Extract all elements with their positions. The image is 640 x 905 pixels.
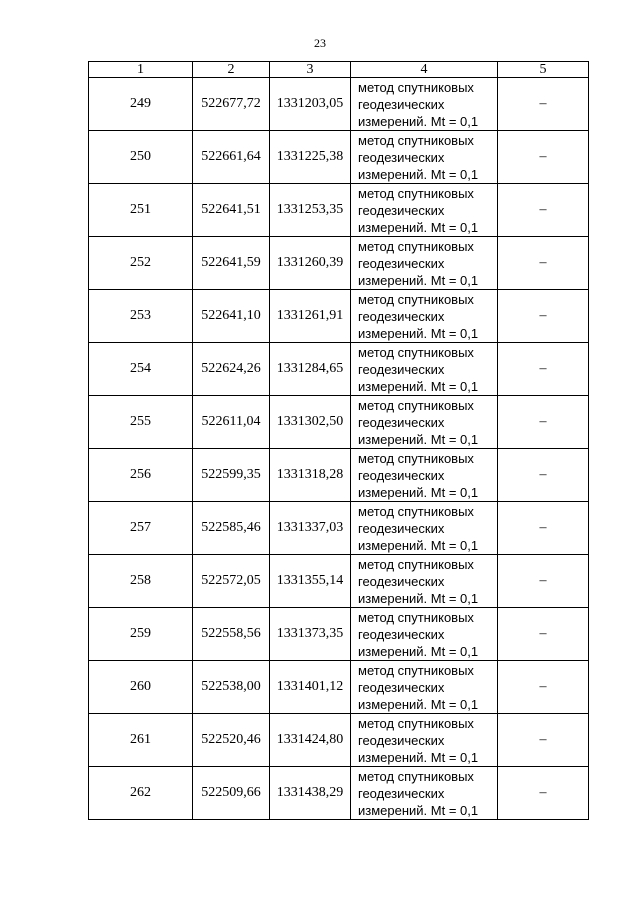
method-cell xyxy=(351,449,498,502)
note-cell: – xyxy=(498,767,589,820)
method-text-line: геодезических xyxy=(358,520,445,536)
table-row xyxy=(89,290,589,343)
method-text-line: геодезических xyxy=(358,467,445,483)
method-text-line: геодезических xyxy=(358,96,445,112)
method-cell xyxy=(351,396,498,449)
method-text-line: метод спутниковых xyxy=(358,79,474,95)
note-cell: – xyxy=(498,661,589,714)
method-text-line: измерений. Mt = 0,1 xyxy=(358,431,479,447)
method-text-line: геодезических xyxy=(358,361,445,377)
method-text-line: метод спутниковых xyxy=(358,609,474,625)
method-text-line: метод спутниковых xyxy=(358,556,474,572)
y-coordinate-cell: 1331424,80 xyxy=(270,714,351,767)
note-cell: – xyxy=(498,502,589,555)
method-text-line: измерений. Mt = 0,1 xyxy=(358,272,479,288)
method-text-line: измерений. Mt = 0,1 xyxy=(358,696,479,712)
x-coordinate-cell: 522558,56 xyxy=(193,608,270,661)
note-cell: – xyxy=(498,184,589,237)
column-header-3: 3 xyxy=(270,62,351,78)
method-text-line: метод спутниковых xyxy=(358,450,474,466)
note-cell: – xyxy=(498,237,589,290)
point-number-cell: 258 xyxy=(89,555,193,608)
method-text-line: измерений. Mt = 0,1 xyxy=(358,378,479,394)
y-coordinate-cell: 1331203,05 xyxy=(270,78,351,131)
note-cell: – xyxy=(498,555,589,608)
point-number-cell: 254 xyxy=(89,343,193,396)
table-header-row xyxy=(89,62,589,78)
table-body xyxy=(89,78,589,820)
x-coordinate-cell: 522677,72 xyxy=(193,78,270,131)
method-text-line: метод спутниковых xyxy=(358,768,474,784)
y-coordinate-cell: 1331253,35 xyxy=(270,184,351,237)
method-text-line: измерений. Mt = 0,1 xyxy=(358,325,479,341)
method-text-line: измерений. Mt = 0,1 xyxy=(358,749,479,765)
point-number-cell: 249 xyxy=(89,78,193,131)
x-coordinate-cell: 522509,66 xyxy=(193,767,270,820)
note-cell: – xyxy=(498,396,589,449)
point-number-cell: 252 xyxy=(89,237,193,290)
method-text-line: геодезических xyxy=(358,573,445,589)
note-cell: – xyxy=(498,608,589,661)
y-coordinate-cell: 1331261,91 xyxy=(270,290,351,343)
method-text-line: метод спутниковых xyxy=(358,715,474,731)
method-text-line: метод спутниковых xyxy=(358,344,474,360)
point-number-cell: 255 xyxy=(89,396,193,449)
table-row xyxy=(89,78,589,131)
method-cell xyxy=(351,714,498,767)
method-cell xyxy=(351,661,498,714)
y-coordinate-cell: 1331284,65 xyxy=(270,343,351,396)
method-text-line: метод спутниковых xyxy=(358,291,474,307)
point-number-cell: 257 xyxy=(89,502,193,555)
point-number-cell: 259 xyxy=(89,608,193,661)
method-cell xyxy=(351,343,498,396)
x-coordinate-cell: 522641,10 xyxy=(193,290,270,343)
x-coordinate-cell: 522611,04 xyxy=(193,396,270,449)
method-cell xyxy=(351,502,498,555)
method-text-line: геодезических xyxy=(358,626,445,642)
note-cell: – xyxy=(498,449,589,502)
method-cell xyxy=(351,290,498,343)
table-row xyxy=(89,661,589,714)
table-row xyxy=(89,131,589,184)
method-text-line: измерений. Mt = 0,1 xyxy=(358,537,479,553)
method-text-line: геодезических xyxy=(358,679,445,695)
method-cell xyxy=(351,767,498,820)
note-cell: – xyxy=(498,714,589,767)
y-coordinate-cell: 1331225,38 xyxy=(270,131,351,184)
method-text-line: геодезических xyxy=(358,785,445,801)
method-text-line: геодезических xyxy=(358,255,445,271)
table-row xyxy=(89,237,589,290)
y-coordinate-cell: 1331401,12 xyxy=(270,661,351,714)
table-row xyxy=(89,184,589,237)
method-text-line: измерений. Mt = 0,1 xyxy=(358,643,479,659)
point-number-cell: 262 xyxy=(89,767,193,820)
column-header-2: 2 xyxy=(193,62,270,78)
point-number-cell: 251 xyxy=(89,184,193,237)
note-cell: – xyxy=(498,78,589,131)
method-text-line: геодезических xyxy=(358,308,445,324)
method-text-line: метод спутниковых xyxy=(358,238,474,254)
point-number-cell: 250 xyxy=(89,131,193,184)
method-text-line: геодезических xyxy=(358,732,445,748)
table-row xyxy=(89,449,589,502)
method-text-line: геодезических xyxy=(358,414,445,430)
method-cell xyxy=(351,131,498,184)
x-coordinate-cell: 522520,46 xyxy=(193,714,270,767)
method-text-line: измерений. Mt = 0,1 xyxy=(358,113,479,129)
note-cell: – xyxy=(498,290,589,343)
method-cell xyxy=(351,78,498,131)
y-coordinate-cell: 1331438,29 xyxy=(270,767,351,820)
method-cell xyxy=(351,608,498,661)
point-number-cell: 261 xyxy=(89,714,193,767)
y-coordinate-cell: 1331355,14 xyxy=(270,555,351,608)
column-header-1: 1 xyxy=(89,62,193,78)
method-cell xyxy=(351,237,498,290)
method-text-line: измерений. Mt = 0,1 xyxy=(358,802,479,818)
method-cell xyxy=(351,555,498,608)
x-coordinate-cell: 522661,64 xyxy=(193,131,270,184)
note-cell: – xyxy=(498,131,589,184)
table-row xyxy=(89,396,589,449)
method-text-line: измерений. Mt = 0,1 xyxy=(358,590,479,606)
x-coordinate-cell: 522572,05 xyxy=(193,555,270,608)
x-coordinate-cell: 522599,35 xyxy=(193,449,270,502)
page-number: 23 xyxy=(314,36,326,50)
method-text-line: метод спутниковых xyxy=(358,132,474,148)
note-cell: – xyxy=(498,343,589,396)
method-text-line: метод спутниковых xyxy=(358,185,474,201)
method-text-line: метод спутниковых xyxy=(358,503,474,519)
y-coordinate-cell: 1331318,28 xyxy=(270,449,351,502)
coordinates-table xyxy=(88,61,589,820)
point-number-cell: 260 xyxy=(89,661,193,714)
method-text-line: геодезических xyxy=(358,149,445,165)
column-header-5: 5 xyxy=(498,62,589,78)
y-coordinate-cell: 1331302,50 xyxy=(270,396,351,449)
column-header-4: 4 xyxy=(351,62,498,78)
table-row xyxy=(89,343,589,396)
x-coordinate-cell: 522641,59 xyxy=(193,237,270,290)
x-coordinate-cell: 522624,26 xyxy=(193,343,270,396)
point-number-cell: 253 xyxy=(89,290,193,343)
method-text-line: метод спутниковых xyxy=(358,397,474,413)
y-coordinate-cell: 1331260,39 xyxy=(270,237,351,290)
method-cell xyxy=(351,184,498,237)
table-row xyxy=(89,714,589,767)
method-text-line: измерений. Mt = 0,1 xyxy=(358,219,479,235)
x-coordinate-cell: 522538,00 xyxy=(193,661,270,714)
point-number-cell: 256 xyxy=(89,449,193,502)
table-row xyxy=(89,608,589,661)
method-text-line: измерений. Mt = 0,1 xyxy=(358,166,479,182)
y-coordinate-cell: 1331373,35 xyxy=(270,608,351,661)
method-text-line: геодезических xyxy=(358,202,445,218)
table-row xyxy=(89,502,589,555)
method-text-line: измерений. Mt = 0,1 xyxy=(358,484,479,500)
x-coordinate-cell: 522641,51 xyxy=(193,184,270,237)
table-row xyxy=(89,555,589,608)
method-text-line: метод спутниковых xyxy=(358,662,474,678)
y-coordinate-cell: 1331337,03 xyxy=(270,502,351,555)
table-row xyxy=(89,767,589,820)
x-coordinate-cell: 522585,46 xyxy=(193,502,270,555)
